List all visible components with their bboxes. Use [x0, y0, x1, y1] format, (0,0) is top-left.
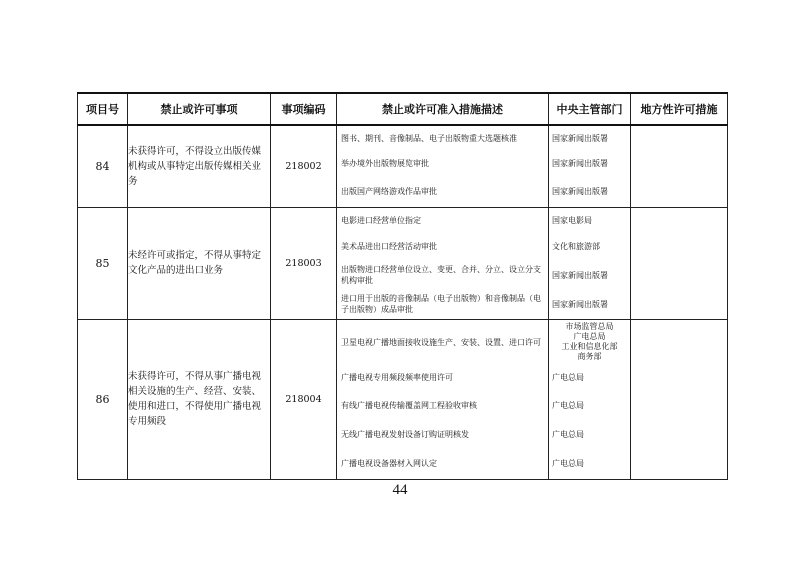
department-cell [549, 125, 631, 207]
measure-description: 电影进口经营单位指定 [341, 215, 421, 225]
department: 国家新闻出版署 [552, 299, 608, 309]
department-list [549, 320, 630, 364]
header-local-measures: 地方性许可措施 [631, 93, 728, 125]
department: 广电总局 [552, 459, 584, 468]
table-header-row [78, 93, 728, 125]
measure-description: 图书、期刊、音像制品、电子出版物重大选题核准 [341, 133, 517, 143]
measure-description: 出版物进口经营单位设立、变更、合并、分立、设立分支机构审批 [341, 265, 541, 285]
table-row [78, 207, 728, 319]
department: 国家电影局 [552, 215, 592, 225]
department: 国家新闻出版署 [552, 159, 608, 169]
department: 国家新闻出版署 [552, 270, 608, 280]
local-measure-cell [631, 207, 728, 319]
department: 国家新闻出版署 [552, 133, 608, 143]
department: 工业和信息化部 [561, 342, 618, 351]
item-number: 86 [78, 319, 128, 479]
item-number: 85 [78, 207, 128, 319]
header-measure-description: 禁止或许可准入措施描述 [337, 93, 549, 125]
item-text: 未获得许可，不得设立出版传媒机构或从事特定出版传媒相关业务 [128, 125, 271, 207]
measure-description: 有线广播电视传输覆盖网工程验收审核 [341, 401, 477, 410]
header-item-number: 项目号 [78, 93, 128, 125]
department-cell [549, 207, 631, 319]
local-measure-cell [631, 319, 728, 479]
department: 商务部 [577, 352, 602, 361]
measure-description: 进口用于出版的音像制品（电子出版物）和音像制品（电子出版物）成品审批 [341, 294, 541, 314]
measure-description: 出版国产网络游戏作品审批 [341, 187, 437, 197]
header-item: 禁止或许可事项 [128, 93, 271, 125]
measure-description: 广播电视专用频段频率使用许可 [341, 373, 453, 382]
measure-description: 举办境外出版物展览审批 [341, 159, 429, 169]
measure-description: 美术品进出口经营活动审批 [341, 241, 437, 251]
measure-description-cell [337, 319, 549, 479]
page-number: 44 [392, 482, 408, 498]
measure-description: 无线广播电视发射设备订购证明核发 [341, 430, 469, 439]
measure-description-cell [337, 125, 549, 207]
item-code: 218003 [271, 207, 337, 319]
department-cell [549, 319, 631, 479]
item-text: 未经许可或指定，不得从事特定文化产品的进出口业务 [128, 207, 271, 319]
department: 广电总局 [573, 332, 606, 341]
item-code: 218002 [271, 125, 337, 207]
department: 市场监管总局 [565, 322, 614, 331]
header-central-department: 中央主管部门 [549, 93, 631, 125]
measure-description: 卫星电视广播地面接收设施生产、安装、设置、进口许可 [341, 337, 541, 347]
table-row [78, 125, 728, 207]
header-item-code: 事项编码 [271, 93, 337, 125]
item-code: 218004 [271, 319, 337, 479]
department: 广电总局 [552, 401, 584, 410]
measures-table [77, 92, 728, 480]
item-number: 84 [78, 125, 128, 207]
department: 文化和旅游部 [552, 241, 600, 251]
department: 国家新闻出版署 [552, 187, 608, 197]
measure-description-cell [337, 207, 549, 319]
department: 广电总局 [552, 430, 584, 439]
item-text: 未获得许可，不得从事广播电视相关设施的生产、经营、安装、使用和进口，不得使用广播电视专用频段 [128, 319, 271, 479]
measure-description: 广播电视设备器材入网认定 [341, 459, 437, 468]
local-measure-cell [631, 125, 728, 207]
table-row [78, 319, 728, 479]
department: 广电总局 [552, 373, 584, 382]
